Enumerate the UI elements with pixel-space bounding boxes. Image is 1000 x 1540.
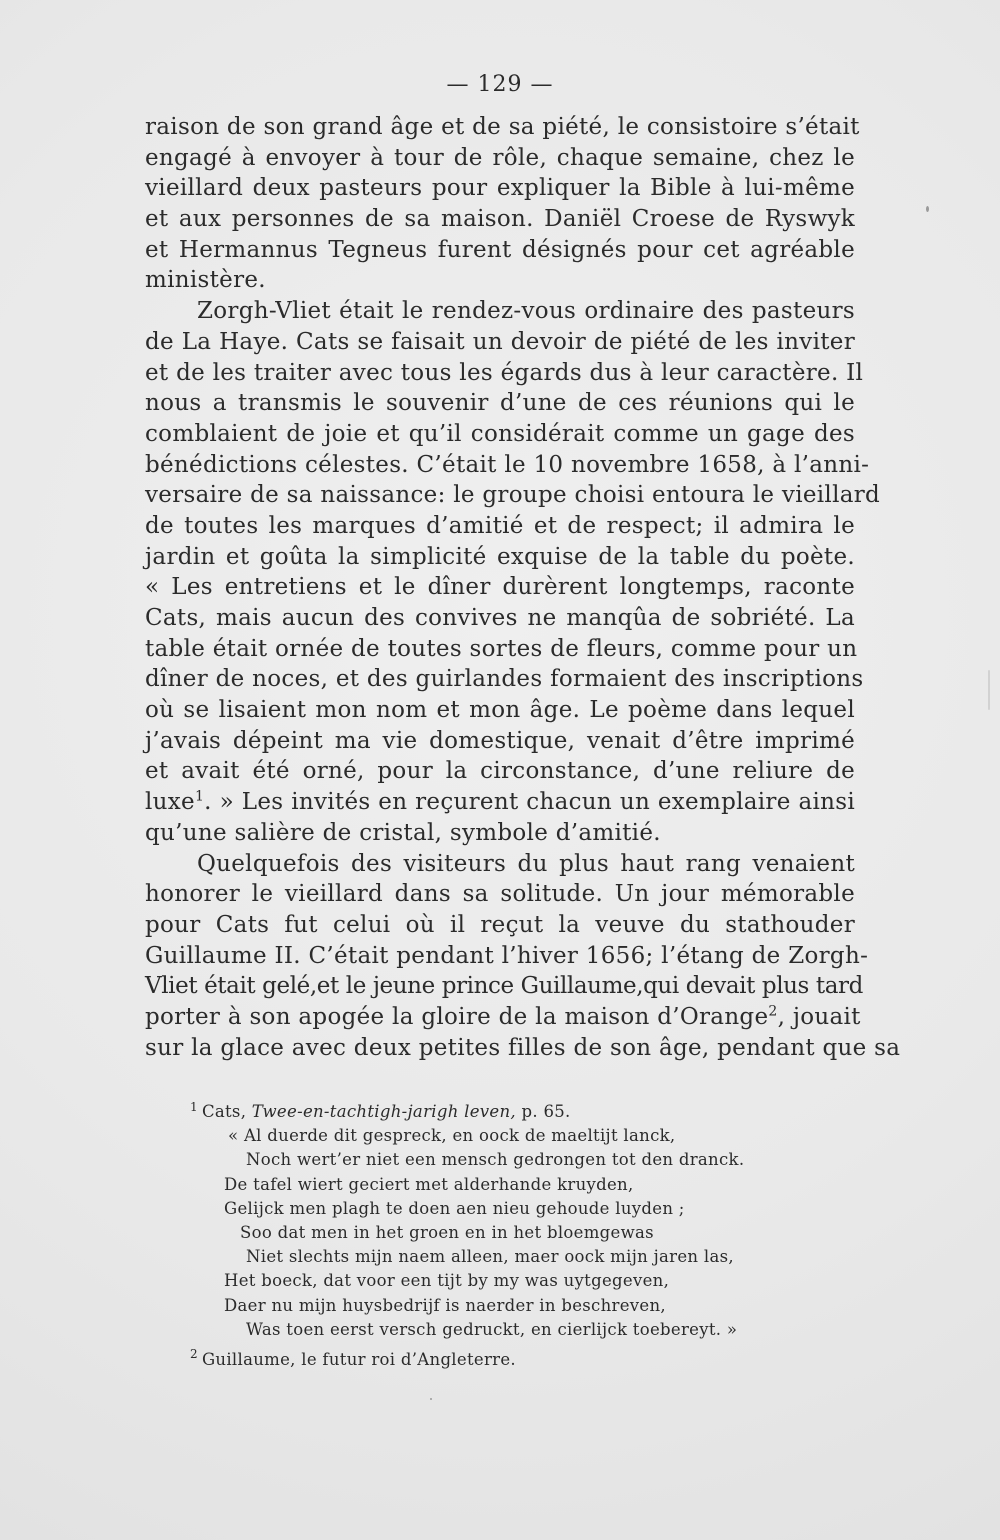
footnote-1-citation <box>190 1100 830 1124</box>
verse-line: Daer nu mijn huysbedrijf is naerder in beschreven, <box>224 1295 666 1315</box>
text-line: où se lisaient mon nom et mon âge. Le poème dans lequel <box>145 697 855 724</box>
text-fragment: . » Les invités en reçurent chacun un exemplaire ainsi <box>204 789 855 816</box>
paper-speck <box>988 670 990 710</box>
text-line: bénédictions célestes. C’était le 10 novembre 1658, à l’anni- <box>145 451 870 478</box>
text-line: jardin et goûta la simplicité exquise de la table du poète. <box>145 543 855 570</box>
note-ref-1: 1 <box>194 788 205 805</box>
verse-line: Het boeck, dat voor een tijt by my was uytgegeven, <box>224 1271 670 1291</box>
text-line-with-note <box>145 787 855 818</box>
text-line: Vliet était gelé,et le jeune prince Guillaume,qui devait plus tard <box>145 973 863 1000</box>
text-line: j’avais dépeint ma vie domestique, venait d’être imprimé <box>145 727 855 754</box>
text-fragment: luxe <box>145 789 195 816</box>
text-line: et de les traiter avec tous les égards dus à leur caractère. Il <box>145 359 864 386</box>
text-line: sur la glace avec deux petites filles de son âge, pendant que sa <box>145 1034 901 1061</box>
text-line: engagé à envoyer à tour de rôle, chaque semaine, chez le <box>145 144 855 171</box>
verse-line: Niet slechts mijn naem alleen, maer oock mijn jaren las, <box>246 1247 734 1267</box>
footnotes <box>190 1100 830 1372</box>
text-line: de toutes les marques d’amitié et de respect; il admira le <box>145 512 855 539</box>
page-number: — 129 — <box>446 72 554 97</box>
text-line: pour Cats fut celui où il reçut la veuve du stathouder <box>145 911 855 938</box>
footnote-text: Guillaume, le futur roi d’Angleterre. <box>201 1349 516 1369</box>
text-line-with-note <box>145 1002 861 1033</box>
note-ref-2: 2 <box>768 1003 778 1020</box>
verse-line: Soo dat men in het groen en in het bloemgewas <box>240 1222 654 1242</box>
text-line: qu’une salière de cristal, symbole d’amitié. <box>145 819 661 846</box>
verse-line: Gelijck men plagh te doen aen nieu gehoude luyden ; <box>224 1198 685 1218</box>
text-fragment: porter à son apogée la gloire de la maison d’Orange <box>145 1003 769 1030</box>
text-line: vieillard deux pasteurs pour expliquer la Bible à lui-même <box>145 175 855 202</box>
text-line: table était ornée de toutes sortes de fleurs, comme pour un <box>145 635 858 662</box>
verse-line: Was toen eerst versch gedruckt, en cierlijck toebereyt. » <box>246 1319 738 1339</box>
verse-line: Noch wert’er niet een mensch gedrongen tot den dranck. <box>246 1150 745 1170</box>
paper-speck <box>926 206 929 212</box>
verse-line: De tafel wiert geciert met alderhande kruyden, <box>224 1174 634 1194</box>
footnote-marker: 1 <box>190 1099 198 1114</box>
text-line: Cats, mais aucun des convives ne manqûa de sobriété. La <box>145 605 855 631</box>
text-line: nous a transmis le souvenir d’une de ces réunions qui le <box>145 390 855 417</box>
text-line: versaire de sa naissance: le groupe choisi entoura le vieillard <box>145 482 881 509</box>
text-line: Guillaume II. C’était pendant l’hiver 1656; l’étang de Zorgh- <box>145 942 869 969</box>
text-line: raison de son grand âge et de sa piété, le consistoire s’était <box>145 114 860 140</box>
verse-line: « Al duerde dit gespreck, en oock de maeltijt lanck, <box>228 1126 676 1146</box>
text-line: et Hermannus Tegneus furent désignés pour cet agréable <box>145 236 855 263</box>
footnote-author: Cats, <box>201 1102 252 1121</box>
text-line: comblaient de joie et qu’il considérait comme un gage des <box>145 420 855 447</box>
text-line: « Les entretiens et le dîner durèrent longtemps, raconte <box>145 574 855 601</box>
footnote-marker: 2 <box>190 1347 198 1362</box>
footnote-title: Twee-en-tachtigh-jarigh leven, <box>251 1102 516 1121</box>
text-fragment: , jouait <box>777 1003 861 1030</box>
text-line: et aux personnes de sa maison. Daniël Croese de Ryswyk <box>145 206 855 233</box>
text-line: dîner de noces, et des guirlandes formaient des inscriptions <box>145 666 864 693</box>
text-line: honorer le vieillard dans sa solitude. Un jour mémorable <box>145 881 855 908</box>
footnote-2 <box>190 1348 830 1372</box>
text-line: Quelquefois des visiteurs du plus haut rang venaient <box>197 850 855 877</box>
footnote-page: p. 65. <box>515 1102 571 1121</box>
paper-speck <box>430 1398 432 1400</box>
text-line: Zorgh-Vliet était le rendez-vous ordinaire des pasteurs <box>197 298 855 325</box>
text-line: de La Haye. Cats se faisait un devoir de piété de les inviter <box>145 328 855 355</box>
body-text <box>145 112 901 1063</box>
text-line: et avait été orné, pour la circonstance, d’une reliure de <box>145 758 855 785</box>
text-line: ministère. <box>145 267 266 294</box>
